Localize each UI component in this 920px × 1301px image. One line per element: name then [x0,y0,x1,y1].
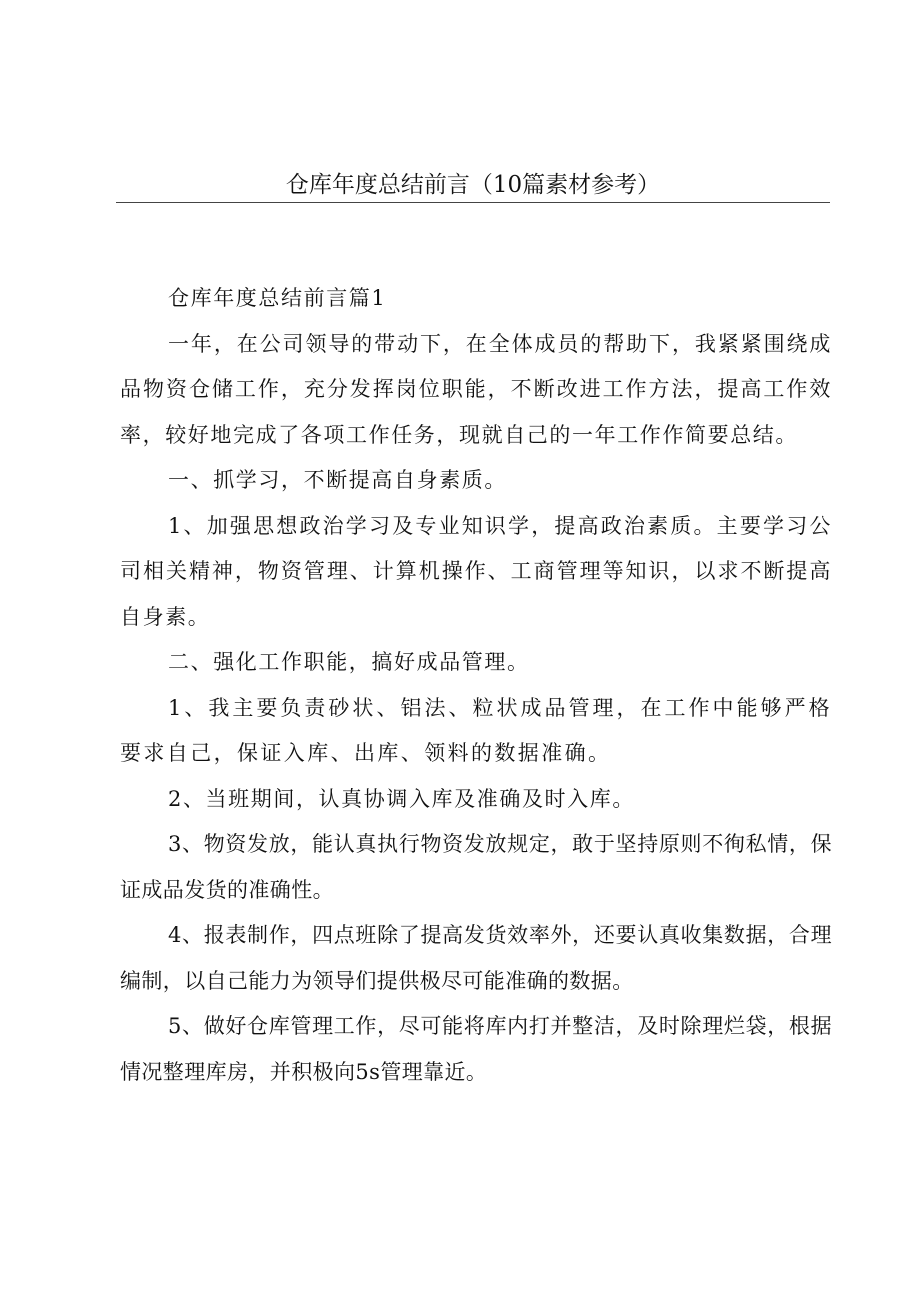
body-paragraph: 一年，在公司领导的带动下，在全体成员的帮助下，我紧紧围绕成品物资仓储工作，充分发挥岗位职能，不断改进工作方法，提高工作效率，较好地完成了各项工作任务，现就自己的一年工作作简要总结。 [120,331,832,447]
body-paragraph: 4、报表制作，四点班除了提高发货效率外，还要认真收集数据，合理编制，以自己能力为领导们提供极尽可能准确的数据。 [120,923,832,993]
section-heading: 二、强化工作职能，搞好成品管理。 [168,650,530,674]
body-paragraph: 1、我主要负责砂状、铝法、粒状成品管理，在工作中能够严格要求自己，保证入库、出库、领料的数据准确。 [120,695,832,765]
section-heading: 一、抓学习，不断提高自身素质。 [168,468,507,492]
document-title: 仓库年度总结前言（10篇素材参考） [285,172,661,198]
body-paragraph: 2、当班期间，认真协调入库及准确及时入库。 [168,786,635,811]
title-underline [116,202,830,203]
body-paragraph: 5、做好仓库管理工作，尽可能将库内打并整洁，及时除理烂袋，根据情况整理库房，并积极向5s管理靠近。 [120,1014,832,1084]
body-paragraph: 3、物资发放，能认真执行物资发放规定，敢于坚持原则不徇私情，保证成品发货的准确性。 [120,832,832,902]
document-body [120,276,832,1095]
section-heading: 仓库年度总结前言篇1 [168,286,387,310]
body-paragraph: 1、加强思想政治学习及专业知识学，提高政治素质。主要学习公司相关精神，物资管理、计算机操作、工商管理等知识，以求不断提高自身素。 [120,513,832,629]
